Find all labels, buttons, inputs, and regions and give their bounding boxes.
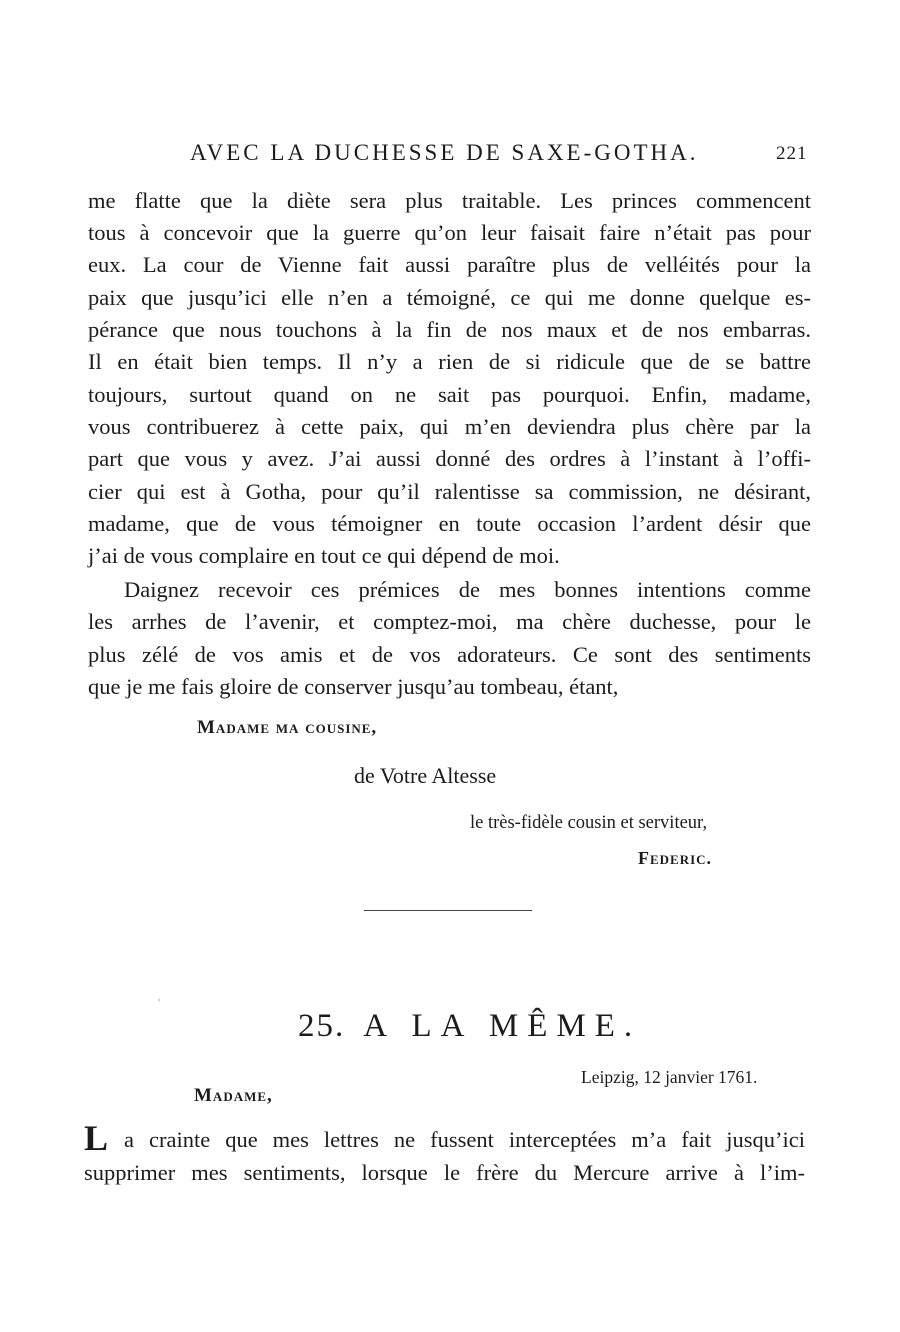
text-line: j’ai de vous complaire en tout ce qui dépend de moi. — [88, 543, 560, 568]
text-line: Daignez recevoir ces prémices de mes bonnes intentions comme — [124, 577, 811, 602]
section-divider — [364, 910, 532, 911]
letter-address: Madame, — [194, 1085, 273, 1106]
text-line: madame, que de vous témoigner en toute occasion l’ardent désir que — [88, 511, 811, 536]
text-line: paix que jusqu’ici elle n’en a témoigné, ce qui me donne quelque es- — [88, 285, 811, 310]
text-line: les arrhes de l’avenir, et comptez-moi, ma chère duchesse, pour le — [88, 609, 811, 634]
letter-number: 25. — [298, 1008, 346, 1044]
closing-salutation: Madame ma cousine, — [197, 717, 378, 738]
drop-cap: L — [84, 1118, 109, 1158]
text-line: part que vous y avez. J’ai aussi donné des ordres à l’instant à l’offi- — [88, 446, 811, 471]
signature: Federic. — [638, 848, 713, 868]
running-head: AVEC LA DUCHESSE DE SAXE-GOTHA. — [190, 140, 699, 165]
closing-line: le très-fidèle cousin et serviteur, — [470, 813, 708, 833]
text-line: a crainte que mes lettres ne fussent interceptées m’a fait jusqu’ici — [124, 1127, 805, 1152]
text-line: cier qui est à Gotha, pour qu’il ralentisse sa commission, ne désirant, — [88, 479, 811, 504]
text-line: pérance que nous touchons à la fin de nos maux et de nos embarras. — [88, 317, 811, 342]
text-line: que je me fais gloire de conserver jusqu’au tombeau, étant, — [88, 674, 619, 699]
text-line: plus zélé de vos amis et de vos adorateurs. Ce sont des sentiments — [88, 642, 811, 667]
text-line: supprimer mes sentiments, lorsque le frère du Mercure arrive à l’im- — [84, 1160, 805, 1185]
text-line: vous contribuerez à cette paix, qui m’en deviendra plus chère par la — [88, 414, 811, 439]
dateline: Leipzig, 12 janvier 1761. — [581, 1067, 758, 1087]
print-speck — [158, 999, 160, 1001]
text-line: tous à concevoir que la guerre qu’on leur faisait faire n’était pas pour — [88, 220, 811, 245]
letter-title: A LA MÊME. — [363, 1008, 642, 1044]
text-line: eux. La cour de Vienne fait aussi paraître plus de velléités pour la — [88, 252, 811, 277]
text-line: Il en était bien temps. Il n’y a rien de si ridicule que de se battre — [88, 349, 811, 374]
letter-heading — [298, 1008, 641, 1045]
page-number: 221 — [776, 143, 808, 164]
closing-line: de Votre Altesse — [354, 763, 497, 788]
text-line: toujours, surtout quand on ne sait pas pourquoi. Enfin, madame, — [88, 382, 811, 407]
text-line: me flatte que la diète sera plus traitable. Les princes commencent — [88, 188, 811, 213]
